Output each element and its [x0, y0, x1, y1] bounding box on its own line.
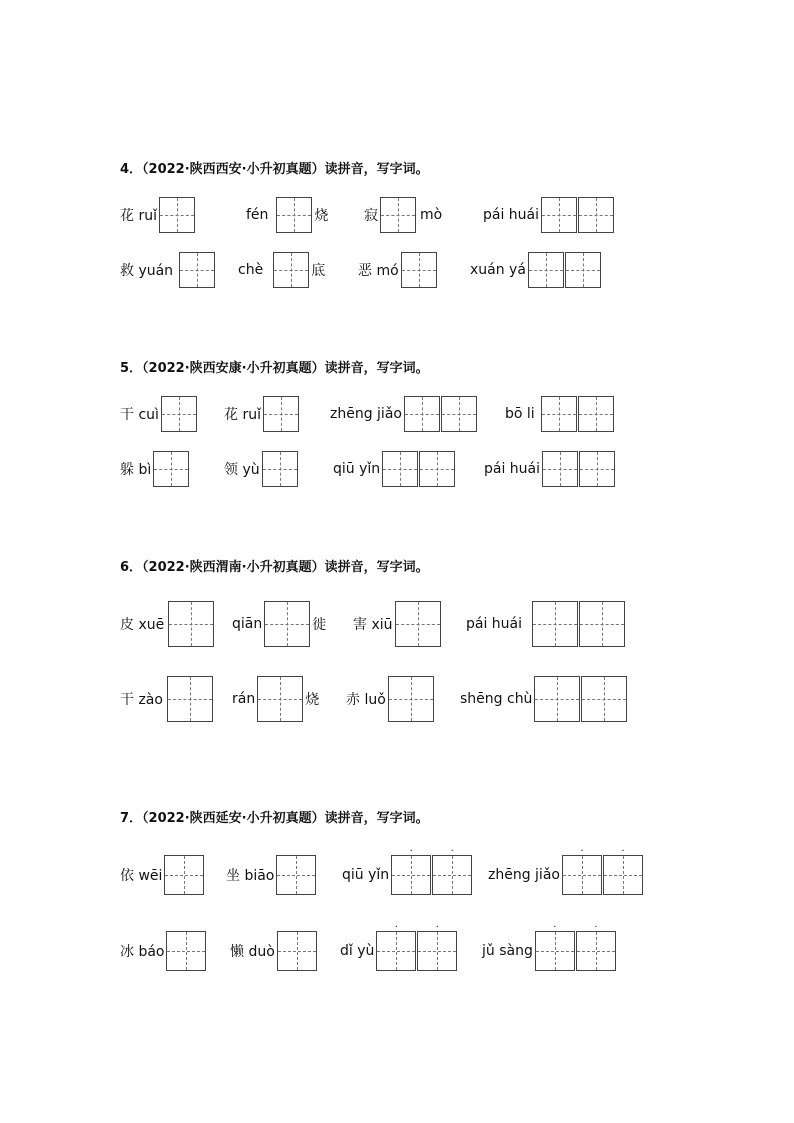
q4-item-4	[483, 197, 616, 233]
q6-item-5	[120, 676, 215, 722]
writing-box[interactable]	[579, 451, 615, 487]
pinyin-label: jǔ sàng	[482, 943, 533, 959]
pinyin-label: qiū yǐn	[333, 461, 381, 477]
writing-box[interactable]	[382, 451, 418, 487]
writing-box[interactable]	[535, 922, 575, 971]
writing-box[interactable]	[603, 846, 643, 895]
question-7-heading: 7．（2022·陕西延安·小升初真题）读拼音，写字词。	[120, 811, 429, 826]
pinyin-label: 干 cuì	[120, 407, 159, 423]
q6-item-4	[466, 601, 627, 647]
q7-item-6	[230, 931, 319, 971]
writing-box[interactable]	[276, 855, 316, 895]
writing-box[interactable]	[166, 931, 206, 971]
q6-item-6	[232, 676, 319, 722]
pinyin-label: 坐 biāo	[226, 868, 275, 884]
writing-box[interactable]	[532, 601, 578, 647]
q5-item-8	[484, 451, 617, 487]
pinyin-label: zhēng jiǎo	[488, 867, 560, 883]
pinyin-label: qiū yǐn	[342, 867, 390, 883]
q7-item-2	[226, 855, 318, 895]
pinyin-label: 冰 báo	[120, 944, 165, 960]
dot-mark-icon: ·	[450, 846, 454, 857]
writing-box[interactable]	[276, 197, 312, 233]
pinyin-label: mò	[420, 207, 443, 223]
q6-item-8	[460, 676, 629, 722]
writing-box[interactable]	[257, 676, 303, 722]
writing-box[interactable]	[395, 601, 441, 647]
writing-box[interactable]	[534, 676, 580, 722]
question-5-heading: 5．（2022·陕西安康·小升初真题）读拼音，写字词。	[120, 361, 429, 376]
q4-item-8	[470, 252, 603, 288]
writing-box[interactable]	[380, 197, 416, 233]
q7-item-8	[482, 922, 618, 971]
writing-box[interactable]	[419, 451, 455, 487]
q5-item-1	[120, 396, 199, 432]
writing-box[interactable]	[581, 676, 627, 722]
writing-box[interactable]	[579, 601, 625, 647]
writing-box[interactable]	[528, 252, 564, 288]
q5-item-2	[224, 396, 301, 432]
pinyin-label: 花 ruǐ	[224, 407, 261, 423]
pinyin-label: 花 ruǐ	[120, 208, 157, 224]
q4-item-5	[120, 252, 217, 288]
q7-item-7	[340, 922, 459, 971]
pinyin-label: 皮 xuē	[120, 617, 165, 633]
question-6-heading: 6．（2022·陕西渭南·小升初真题）读拼音，写字词。	[120, 560, 429, 575]
q7-item-3	[342, 846, 474, 895]
writing-box[interactable]	[262, 451, 298, 487]
pinyin-label: 依 wēi	[120, 868, 163, 884]
writing-box[interactable]	[159, 197, 195, 233]
q5-item-7	[333, 451, 457, 487]
pinyin-label: xuán yá	[470, 262, 526, 278]
pinyin-label: dǐ yù	[340, 943, 375, 959]
q4-item-2	[246, 197, 328, 233]
dot-mark-icon: ·	[435, 922, 439, 933]
q4-item-6	[238, 252, 325, 288]
q6-item-2	[232, 601, 326, 647]
writing-box[interactable]	[388, 676, 434, 722]
pinyin-label: 救 yuán	[120, 263, 174, 279]
pinyin-label: fén	[246, 207, 269, 223]
writing-box[interactable]	[541, 396, 577, 432]
pinyin-label: pái huái	[483, 207, 540, 223]
character-label: 底	[311, 263, 326, 279]
writing-box[interactable]	[562, 846, 602, 895]
pinyin-label: 领 yù	[224, 462, 260, 478]
dot-mark-icon: ·	[594, 922, 598, 933]
writing-box[interactable]	[167, 676, 213, 722]
q4-item-7	[358, 252, 439, 288]
writing-box[interactable]	[153, 451, 189, 487]
pinyin-label: qiān	[232, 616, 263, 632]
writing-box[interactable]	[432, 846, 472, 895]
writing-box[interactable]	[161, 396, 197, 432]
q5-item-5	[120, 451, 191, 487]
writing-box[interactable]	[164, 855, 204, 895]
q5-item-4	[505, 396, 616, 432]
writing-box[interactable]	[542, 451, 578, 487]
question-4-heading: 4．（2022·陕西西安·小升初真题）读拼音，写字词。	[120, 162, 429, 177]
writing-box[interactable]	[391, 846, 431, 895]
pinyin-label: 害 xiū	[353, 617, 393, 633]
pinyin-label: pái huái	[484, 461, 541, 477]
q5-item-6	[224, 451, 300, 487]
dot-mark-icon: ·	[580, 846, 584, 857]
writing-box[interactable]	[401, 252, 437, 288]
pinyin-label: zhēng jiǎo	[330, 406, 402, 422]
writing-box[interactable]	[578, 197, 614, 233]
q4-item-1	[120, 197, 197, 233]
writing-box[interactable]	[376, 922, 416, 971]
writing-box[interactable]	[541, 197, 577, 233]
dot-mark-icon: ·	[553, 922, 557, 933]
character-label: 烧	[314, 208, 329, 224]
q7-item-1	[120, 855, 206, 895]
dot-mark-icon: ·	[394, 922, 398, 933]
writing-box[interactable]	[273, 252, 309, 288]
q4-item-3	[364, 197, 442, 233]
writing-box[interactable]	[441, 396, 477, 432]
q6-item-1	[120, 601, 216, 647]
writing-box[interactable]	[168, 601, 214, 647]
pinyin-label: pái huái	[466, 616, 523, 632]
pinyin-label: 干 zào	[120, 692, 163, 708]
pinyin-label: 恶 mó	[358, 263, 399, 279]
dot-mark-icon: ·	[621, 846, 625, 857]
writing-box[interactable]	[576, 922, 616, 971]
pinyin-label: 躲 bì	[120, 462, 152, 478]
q6-item-7	[346, 676, 436, 722]
q6-item-3	[353, 601, 443, 647]
character-label: 烧	[305, 692, 320, 708]
dot-mark-icon: ·	[409, 846, 413, 857]
pinyin-label: 懒 duò	[230, 944, 275, 960]
writing-box[interactable]	[404, 396, 440, 432]
character-label: 徙	[312, 617, 327, 633]
pinyin-label: shēng chù	[460, 691, 533, 707]
pinyin-label: bō li	[505, 406, 535, 422]
character-label: 寂	[364, 208, 378, 224]
writing-box[interactable]	[179, 252, 215, 288]
writing-box[interactable]	[417, 922, 457, 971]
writing-box[interactable]	[277, 931, 317, 971]
q5-item-3	[330, 396, 479, 432]
pinyin-label: 赤 luǒ	[346, 692, 386, 708]
q7-item-4	[488, 846, 645, 895]
writing-box[interactable]	[565, 252, 601, 288]
q7-item-5	[120, 931, 208, 971]
writing-box[interactable]	[264, 601, 310, 647]
pinyin-label: chè	[238, 262, 264, 278]
writing-box[interactable]	[578, 396, 614, 432]
writing-box[interactable]	[263, 396, 299, 432]
pinyin-label: rán	[232, 691, 256, 707]
